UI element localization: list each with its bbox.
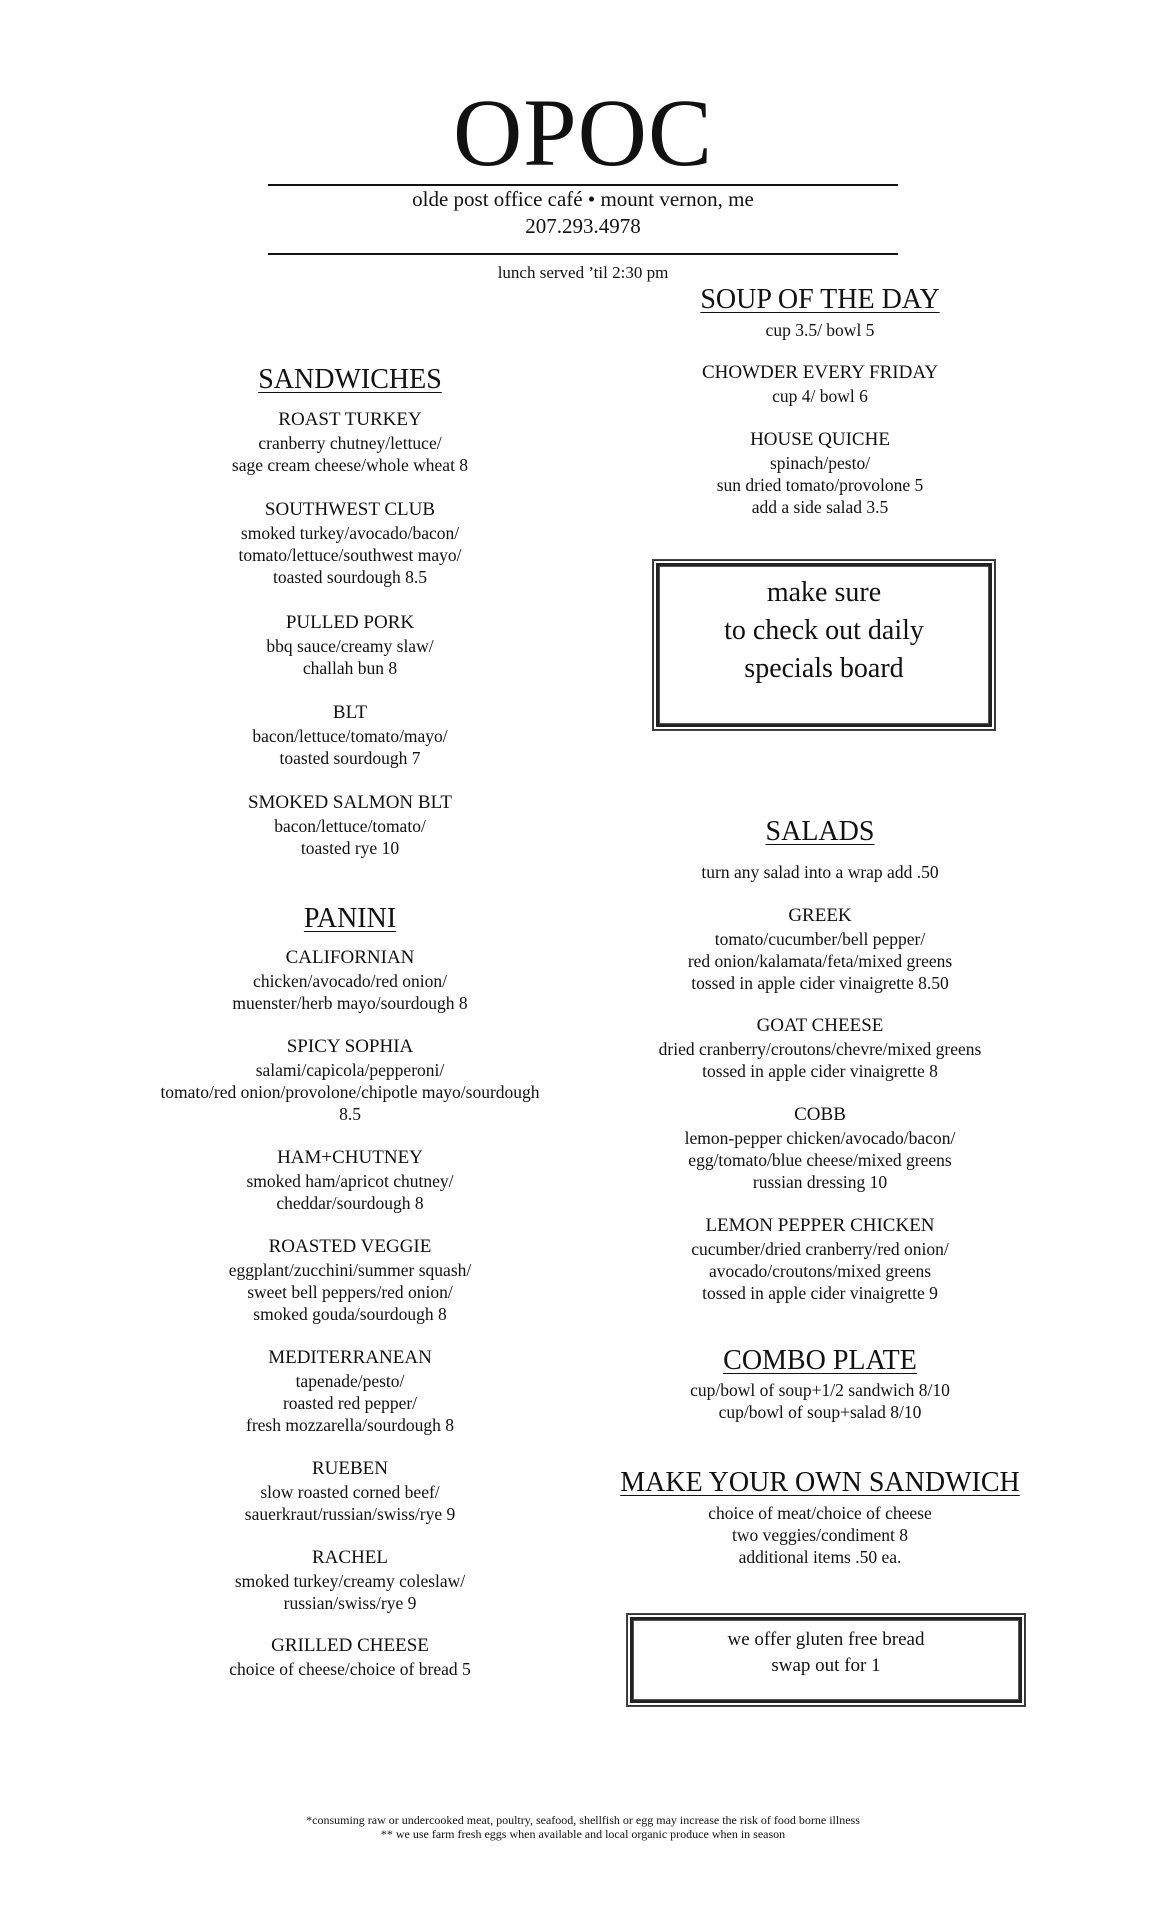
menu-item	[80, 1634, 620, 1680]
make-your-own-line: choice of meat/choice of cheese	[708, 1503, 932, 1523]
item-desc: roasted red pepper/	[282, 1393, 418, 1413]
item-desc: sage cream cheese/whole wheat 8	[231, 455, 469, 475]
item-name: RUEBEN	[312, 1458, 388, 1479]
item-desc: avocado/croutons/mixed greens	[708, 1261, 932, 1281]
item-desc: muenster/herb mayo/sourdough 8	[232, 993, 468, 1013]
combo-heading: COMBO PLATE	[723, 1345, 917, 1376]
item-desc: cup 4/ bowl 6	[772, 386, 868, 406]
item-desc: 8.5	[339, 1104, 361, 1124]
item-desc: chicken/avocado/red onion/	[253, 971, 447, 991]
item-name: CHOWDER EVERY FRIDAY	[701, 362, 939, 383]
item-desc: smoked turkey/creamy coleslaw/	[234, 1571, 466, 1591]
item-desc: bacon/lettuce/tomato/	[274, 816, 426, 836]
item-name: RACHEL	[312, 1547, 388, 1568]
soup-heading: SOUP OF THE DAY	[700, 284, 940, 315]
item-desc: tapenade/pesto/	[295, 1371, 405, 1391]
item-name: SMOKED SALMON BLT	[247, 792, 453, 813]
item-desc: sauerkraut/russian/swiss/rye 9	[244, 1504, 456, 1524]
item-desc: russian/swiss/rye 9	[283, 1593, 417, 1613]
item-desc: challah bun 8	[302, 658, 398, 678]
page-title: OPOC	[452, 79, 714, 186]
gluten-line: we offer gluten free bread	[727, 1629, 925, 1650]
item-desc: tossed in apple cider vinaigrette 9	[702, 1283, 938, 1303]
menu-item	[600, 361, 1040, 407]
item-desc: smoked ham/apricot chutney/	[246, 1171, 454, 1191]
menu-item	[600, 1214, 1040, 1304]
item-desc: eggplant/zucchini/summer squash/	[228, 1260, 472, 1280]
specials-line: to check out daily	[724, 615, 924, 646]
menu-item	[80, 1146, 620, 1214]
item-name: ROAST TURKEY	[278, 409, 422, 430]
menu-item	[600, 428, 1040, 518]
menu-item	[80, 1235, 620, 1325]
item-desc: cranberry chutney/lettuce/	[258, 433, 442, 453]
menu-item	[80, 408, 620, 476]
specials-board-text	[656, 574, 992, 688]
item-desc: sweet bell peppers/red onion/	[247, 1282, 453, 1302]
item-desc: toasted sourdough 8.5	[272, 567, 428, 587]
item-name: CALIFORNIAN	[285, 947, 415, 968]
item-name: PULLED PORK	[285, 612, 415, 633]
item-name: LEMON PEPPER CHICKEN	[705, 1215, 935, 1236]
cafe-subtitle: olde post office café • mount vernon, me	[412, 187, 754, 211]
combo-details	[600, 1379, 1040, 1423]
menu-item	[600, 1014, 1040, 1082]
make-your-own-line: additional items .50 ea.	[738, 1547, 902, 1567]
item-desc: tomato/red onion/provolone/chipotle mayo/sourdough	[160, 1082, 540, 1102]
menu-item	[600, 904, 1040, 994]
item-desc: lemon-pepper chicken/avocado/bacon/	[684, 1128, 956, 1148]
item-name: COBB	[794, 1104, 846, 1125]
combo-line: cup/bowl of soup+salad 8/10	[718, 1402, 922, 1422]
combo-line: cup/bowl of soup+1/2 sandwich 8/10	[690, 1380, 950, 1400]
item-desc: smoked turkey/avocado/bacon/	[240, 523, 460, 543]
panini-heading: PANINI	[303, 903, 397, 934]
menu-item	[80, 1546, 620, 1614]
cafe-phone: 207.293.4978	[525, 214, 641, 238]
item-name: BLT	[332, 702, 368, 723]
menu-item	[80, 498, 620, 588]
item-name: HOUSE QUICHE	[750, 429, 890, 450]
menu-item	[80, 1457, 620, 1525]
item-name: ROASTED VEGGIE	[268, 1236, 432, 1257]
item-name: GREEK	[788, 905, 852, 926]
item-name: GOAT CHEESE	[756, 1015, 884, 1036]
menu-item	[80, 946, 620, 1014]
item-desc: smoked gouda/sourdough 8	[253, 1304, 447, 1324]
item-desc: tossed in apple cider vinaigrette 8	[702, 1061, 938, 1081]
menu-item	[80, 611, 620, 679]
item-desc: choice of cheese/choice of bread 5	[229, 1659, 471, 1679]
item-desc: red onion/kalamata/feta/mixed greens	[687, 951, 953, 971]
item-desc: egg/tomato/blue cheese/mixed greens	[688, 1150, 952, 1170]
menu-item	[80, 1035, 620, 1125]
make-your-own-details	[600, 1502, 1040, 1568]
item-desc: tomato/cucumber/bell pepper/	[714, 929, 926, 949]
item-desc: dried cranberry/croutons/chevre/mixed greens	[658, 1039, 982, 1059]
item-desc: fresh mozzarella/sourdough 8	[246, 1415, 454, 1435]
item-desc: sun dried tomato/provolone 5	[716, 475, 924, 495]
salads-note: turn any salad into a wrap add .50	[701, 862, 939, 882]
item-desc: toasted sourdough 7	[279, 748, 421, 768]
lunch-hours: lunch served ’til 2:30 pm	[497, 263, 669, 282]
soup-price: cup 3.5/ bowl 5	[765, 320, 875, 340]
gluten-free-text	[630, 1627, 1022, 1679]
salads-heading: SALADS	[765, 816, 875, 847]
item-desc: cucumber/dried cranberry/red onion/	[691, 1239, 949, 1259]
item-desc: salami/capicola/pepperoni/	[255, 1060, 445, 1080]
make-your-own-line: two veggies/condiment 8	[732, 1525, 908, 1545]
header-rule-bottom	[268, 253, 898, 255]
menu-item	[80, 791, 620, 859]
item-name: HAM+CHUTNEY	[277, 1147, 423, 1168]
menu-item	[600, 1103, 1040, 1193]
footnotes	[0, 1813, 1166, 1841]
specials-line: specials board	[744, 653, 904, 684]
menu-item	[80, 1346, 620, 1436]
sandwiches-heading: SANDWICHES	[258, 364, 442, 395]
item-desc: slow roasted corned beef/	[260, 1482, 440, 1502]
item-desc: add a side salad 3.5	[751, 497, 889, 517]
item-name: GRILLED CHEESE	[271, 1635, 429, 1656]
item-name: SPICY SOPHIA	[286, 1036, 414, 1057]
item-desc: cheddar/sourdough 8	[276, 1193, 424, 1213]
item-desc: spinach/pesto/	[769, 453, 871, 473]
item-desc: tossed in apple cider vinaigrette 8.50	[691, 973, 949, 993]
item-desc: toasted rye 10	[300, 838, 400, 858]
item-desc: bacon/lettuce/tomato/mayo/	[252, 726, 448, 746]
item-desc: bbq sauce/creamy slaw/	[266, 636, 434, 656]
gluten-line: swap out for 1	[771, 1655, 881, 1676]
menu-item	[80, 701, 620, 769]
item-desc: russian dressing 10	[752, 1172, 888, 1192]
item-name: SOUTHWEST CLUB	[264, 499, 436, 520]
footnote-line: ** we use farm fresh eggs when available and local organic produce when in season	[380, 1827, 786, 1841]
footnote-line: *consuming raw or undercooked meat, poultry, seafood, shellfish or egg may increase the risk of food borne illness	[306, 1813, 860, 1827]
make-your-own-heading: MAKE YOUR OWN SANDWICH	[620, 1467, 1020, 1498]
item-name: MEDITERRANEAN	[268, 1347, 432, 1368]
specials-line: make sure	[766, 577, 882, 608]
item-desc: tomato/lettuce/southwest mayo/	[238, 545, 462, 565]
